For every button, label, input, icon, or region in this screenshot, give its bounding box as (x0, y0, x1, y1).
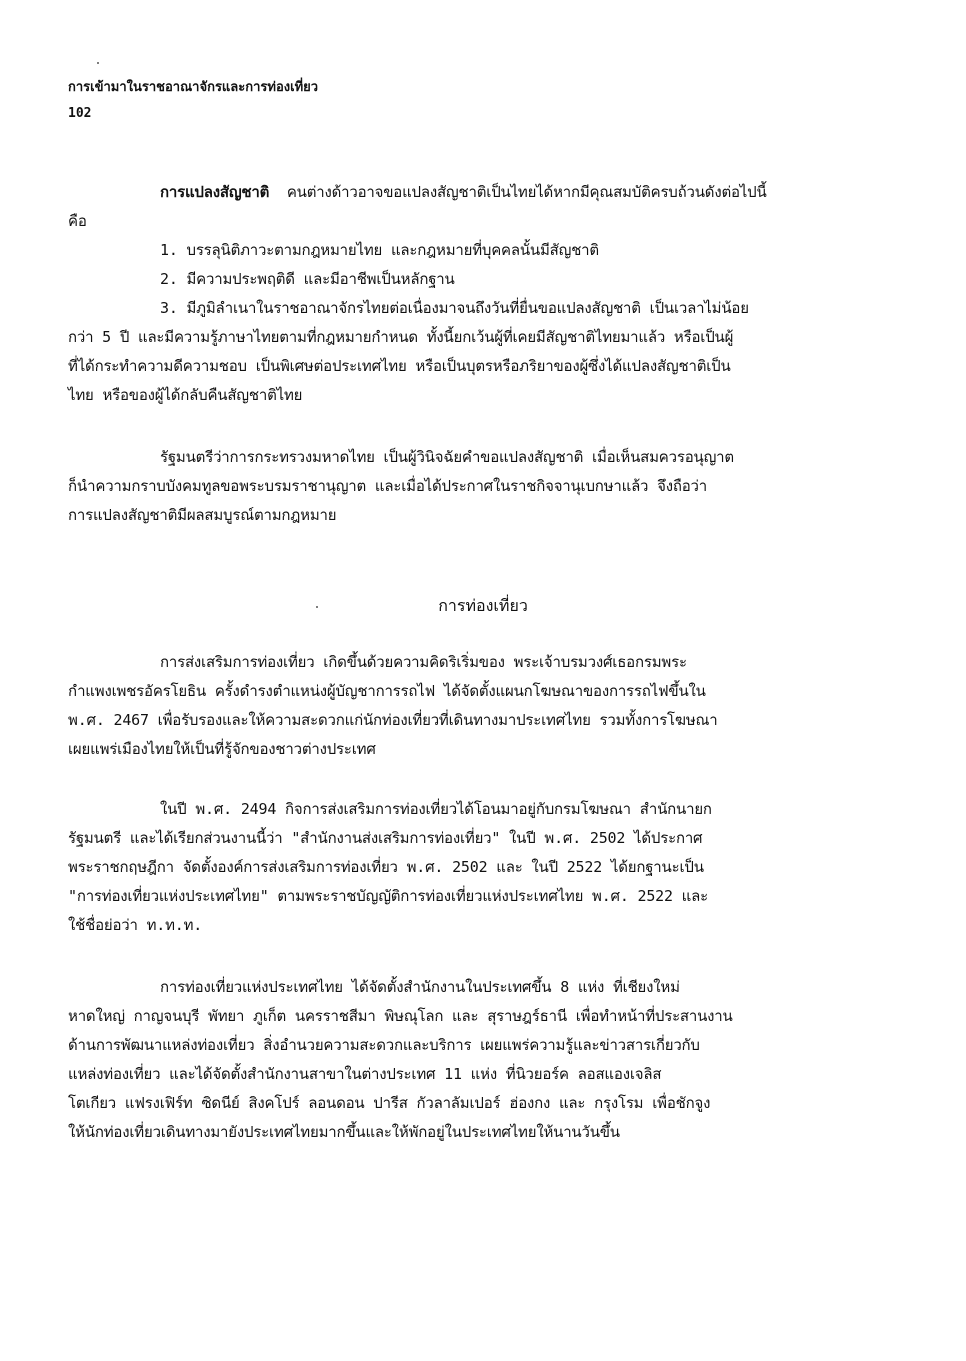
section-title: การท่องเที่ยว (438, 596, 528, 615)
paragraph-line: โตเกียว แฟรงเฟิร์ท ซิดนีย์ สิงคโปร์ ลอนดอน ปารีส กัวลาลัมเปอร์ ฮ่องกง และ กรุงโรม เพื่อชักจูง (68, 1094, 711, 1112)
paragraph-line: การส่งเสริมการท่องเที่ยว เกิดขึ้นด้วยความคิดริเริ่มของ พระเจ้าบรมวงศ์เธอกรมพระ (160, 653, 687, 671)
list-item: 2. มีความประพฤติดี และมีอาชีพเป็นหลักฐาน (160, 270, 455, 288)
list-item: 3. มีภูมิลำเนาในราชอาณาจักรไทยต่อเนื่องมาจนถึงวันที่ยื่นขอแปลงสัญชาติ เป็นเวลาไม่น้อย (160, 299, 749, 317)
paragraph-line: ก็นำความกราบบังคมทูลขอพระบรมราชานุญาต และเมื่อได้ประกาศในราชกิจจานุเบกษาแล้ว จึงถือว่า (68, 477, 707, 495)
section-heading: การแปลงสัญชาติ (160, 183, 270, 201)
tourism-paragraph-3 (68, 973, 904, 1147)
paragraph-line: กำแพงเพชรอัครโยธิน ครั้งดำรงตำแหน่งผู้บัญชาการรถไฟ ได้จัดตั้งแผนกโฆษณาของการรถไฟขึ้นใน (68, 682, 706, 700)
paragraph-line: การแปลงสัญชาติมีผลสมบูรณ์ตามกฎหมาย (68, 506, 337, 524)
paragraph-line: หาดใหญ่ กาญจนบุรี พัทยา ภูเก็ต นครราชสีมา พิษณุโลก และ สุราษฎร์ธานี เพื่อทำหน้าที่ประสานงาน (68, 1007, 733, 1025)
paragraph-line: แหล่งท่องเที่ยว และได้จัดตั้งสำนักงานสาขาในต่างประเทศ 11 แห่ง ที่นิวยอร์ค ลอสแองเจลิส (68, 1065, 662, 1083)
page-number: 102 (68, 106, 92, 121)
paragraph-line: ใช้ชื่อย่อว่า ท.ท.ท. (68, 916, 203, 934)
paragraph-line: รัฐมนตรี และได้เรียกส่วนงานนี้ว่า "สำนักงานส่งเสริมการท่องเที่ยว" ในปี พ.ศ. 2502 ได้ประกาศ (68, 829, 703, 847)
naturalization-intro (68, 178, 904, 410)
paragraph-line: ด้านการพัฒนาแหล่งท่องเที่ยว สิ่งอำนวยความสะดวกและบริการ เผยแพร่ความรู้และข่าวสารเกี่ยวกับ (68, 1036, 700, 1054)
tourism-paragraph-1 (68, 648, 904, 764)
intro-line: คือ (68, 212, 87, 230)
paragraph-line: "การท่องเที่ยวแห่งประเทศไทย" ตามพระราชบัญญัติการท่องเที่ยวแห่งประเทศไทย พ.ศ. 2522 และ (68, 887, 708, 905)
paragraph-line: ในปี พ.ศ. 2494 กิจการส่งเสริมการท่องเที่ยวได้โอนมาอยู่กับกรมโฆษณา สำนักนายก (160, 800, 712, 818)
paragraph-line: พระราชกฤษฎีกา จัดตั้งองค์การส่งเสริมการท่องเที่ยว พ.ศ. 2502 และ ในปี 2522 ได้ยกฐานะเป็น (68, 858, 704, 876)
running-title: การเข้ามาในราชอาณาจักรและการท่องเที่ยว (68, 80, 319, 95)
paragraph-line: เผยแพร่เมืองไทยให้เป็นที่รู้จักของชาวต่างประเทศ (68, 740, 376, 758)
paragraph-line: รัฐมนตรีว่าการกระทรวงมหาดไทย เป็นผู้วินิจฉัยคำขอแปลงสัญชาติ เมื่อเห็นสมควรอนุญาต (160, 448, 734, 466)
minister-paragraph (68, 443, 904, 530)
paragraph-line: พ.ศ. 2467 เพื่อรับรองและให้ความสะดวกแก่นักท่องเที่ยวที่เดินทางมาประเทศไทย รวมทั้งการโฆษณา (68, 711, 718, 729)
paragraph-line: การท่องเที่ยวแห่งประเทศไทย ได้จัดตั้งสำนักงานในประเทศขึ้น 8 แห่ง ที่เชียงใหม่ (160, 978, 680, 996)
list-item-continued: ไทย หรือของผู้ได้กลับคืนสัญชาติไทย (68, 386, 303, 404)
list-item-continued: ที่ได้กระทำความดีความชอบ เป็นพิเศษต่อประเทศไทย หรือเป็นบุตรหรือภริยาของผู้ซึ่งได้แปลงสัญชาติเป็น (68, 357, 731, 375)
list-item-continued: กว่า 5 ปี และมีความรู้ภาษาไทยตามที่กฎหมายกำหนด ทั้งนี้ยกเว้นผู้ที่เคยมีสัญชาติไทยมาแล้ว หรือเป็นผู้ (68, 328, 734, 346)
paragraph-line: ให้นักท่องเที่ยวเดินทางมายังประเทศไทยมากขึ้นและให้พักอยู่ในประเทศไทยให้นานวันขึ้น (68, 1123, 620, 1141)
scan-speck (97, 62, 99, 64)
tourism-paragraph-2 (68, 795, 904, 940)
intro-line: คนต่างด้าวอาจขอแปลงสัญชาติเป็นไทยได้หากมีคุณสมบัติครบถ้วนดังต่อไปนี้ (286, 183, 767, 201)
list-item: 1. บรรลุนิติภาวะตามกฎหมายไทย และกฎหมายที่บุคคลนั้นมีสัญชาติ (160, 241, 599, 259)
